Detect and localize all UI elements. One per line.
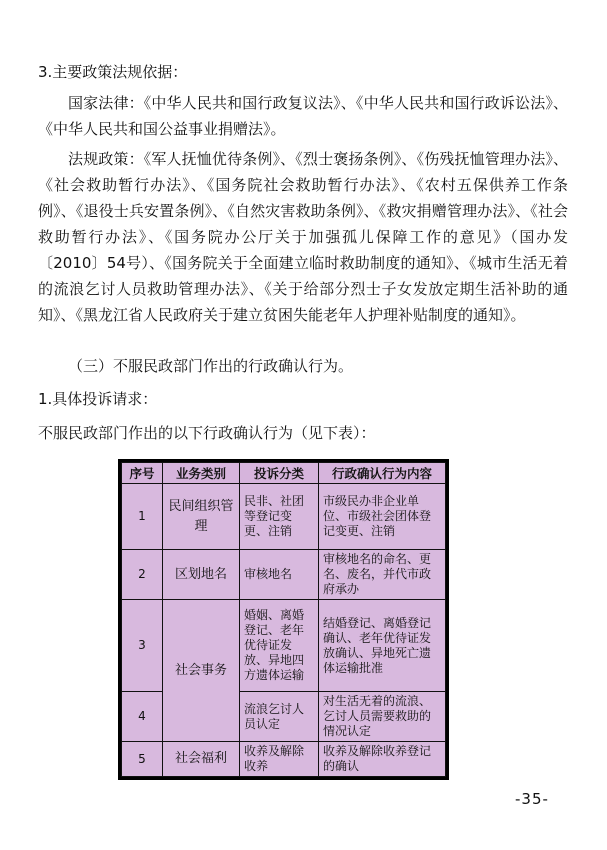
row-category: 民间组织管理: [163, 484, 240, 550]
row-no: 5: [122, 742, 163, 777]
row-category: 社会福利: [163, 742, 240, 777]
regulations-text: 法规政策：《军人抚恤优待条例》、《烈士褒扬条例》、《伤残抚恤管理办法》、《社会救助暂行办法》、《国务院社会救助暂行办法》、《农村五保供养工作条例》、《退役士兵安置条例》、《自然灾害救助条例》、《救灾捐赠管理办法》、《社会救助暂行办法》、《国务院办公厅关于加强孤儿保障工作的意见》（国办发〔2010〕54号）、《国务院关于全面建立临时救助制度的通知》、《城市生活无着的流浪乞讨人员救助管理办法》、《关于给部分烈士子女发放定期生活补助的通知》、《黑龙江省人民政府关于建立贫困失能老年人护理补贴制度的通知》。: [38, 150, 568, 324]
confirmation-table-frame: [118, 459, 449, 780]
complaint-request-heading: 1.具体投诉请求：: [38, 390, 158, 408]
row-type: 民非、社团等登记变更、注销: [240, 484, 319, 550]
row-content: 对生活无着的流浪、乞讨人员需要救助的情况认定: [319, 692, 446, 742]
table-row: [122, 484, 446, 550]
row-content: 市级民办非企业单位、市级社会团体登记变更、注销: [319, 484, 446, 550]
header-type: 投诉分类: [240, 463, 319, 484]
page-number: -35-: [515, 790, 549, 808]
part-3-heading: （三）不服民政部门作出的行政确认行为。: [68, 357, 354, 375]
header-no: 序号: [122, 463, 163, 484]
row-no: 4: [122, 692, 163, 742]
row-content: 结婚登记、离婚登记确认、老年优待证发放确认、异地死亡遗体运输批准: [319, 600, 446, 692]
national-law-paragraph: [38, 90, 568, 142]
row-type: 审核地名: [240, 550, 319, 600]
table-row: [122, 550, 446, 600]
row-type: 收养及解除收养: [240, 742, 319, 777]
row-type: 流浪乞讨人员认定: [240, 692, 319, 742]
header-category: 业务类别: [163, 463, 240, 484]
national-law-text: 国家法律：《中华人民共和国行政复议法》、《中华人民共和国行政诉讼法》、《中华人民共和国公益事业捐赠法》。: [38, 94, 568, 138]
row-category: 区划地名: [163, 550, 240, 600]
table-header-row: [122, 463, 446, 484]
table-row: [122, 600, 446, 692]
section-3-heading: 3.主要政策法规依据：: [38, 63, 188, 81]
row-no: 1: [122, 484, 163, 550]
regulations-paragraph: [38, 146, 568, 328]
header-content: 行政确认行为内容: [319, 463, 446, 484]
row-content: 审核地名的命名、更名、废名，并代市政府承办: [319, 550, 446, 600]
row-type: 婚姻、离婚登记、老年优待证发放、异地四方遗体运输: [240, 600, 319, 692]
table-row: [122, 742, 446, 777]
table-intro: 不服民政部门作出的以下行政确认行为（见下表）：: [38, 424, 376, 442]
row-category: 社会事务: [163, 600, 240, 742]
row-no: 3: [122, 600, 163, 692]
row-content: 收养及解除收养登记的确认: [319, 742, 446, 777]
row-no: 2: [122, 550, 163, 600]
confirmation-table: [121, 462, 446, 777]
